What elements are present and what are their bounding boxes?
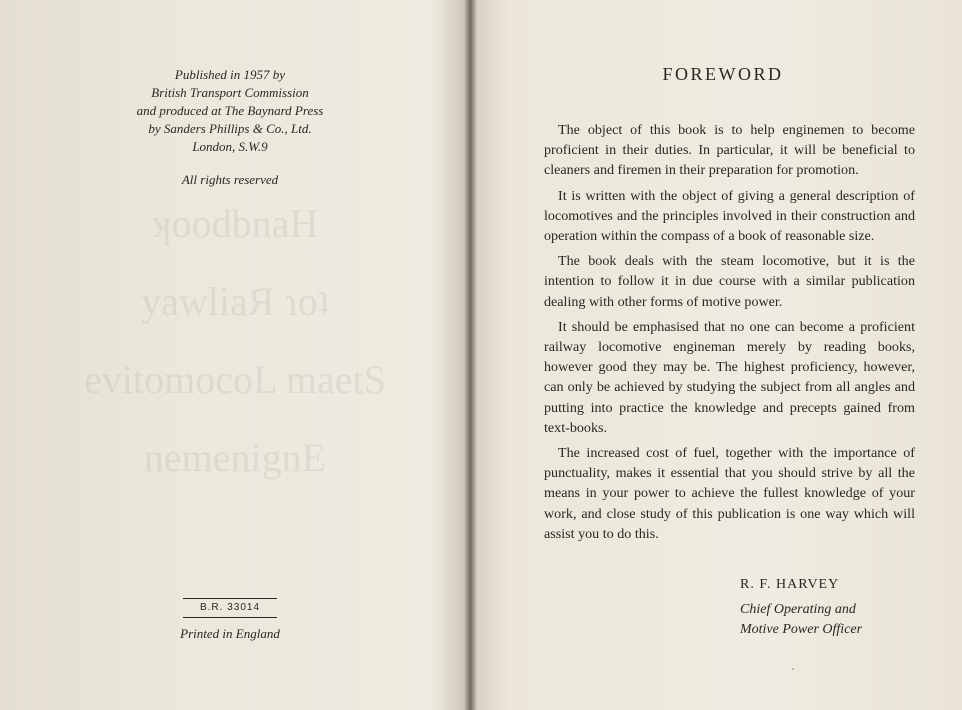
foreword-body xyxy=(544,120,915,549)
paragraph: It should be emphasised that no one can become a proficient railway locomotive engineman merely by reading books, however good they may be. The highest proficiency, however, can only be achieved by studying the subject from all angles and putting into practice the knowledge and precepts gained from text-books. xyxy=(544,318,915,436)
paper-speck xyxy=(792,668,794,670)
paper-speck xyxy=(706,258,708,260)
right-page xyxy=(474,0,962,710)
imprint-line: and produced at The Baynard Press xyxy=(136,103,324,118)
imprint-line: London, S.W.9 xyxy=(192,139,268,154)
signature-block xyxy=(740,577,862,640)
left-page xyxy=(0,0,468,710)
signatory-title: Chief Operating and xyxy=(740,602,856,617)
paragraph: It is written with the object of giving a general description of locomotives and the principles involved in their construction and operation within the compass of a book of reasonable size. xyxy=(544,187,915,245)
paragraph: The increased cost of fuel, together with the importance of punctuality, makes it essential that you should strive by all the means in your power to achieve the fullest knowledge of your work, and close study of this publication is one way which will assist you to do this. xyxy=(544,445,915,542)
page-title: FOREWORD xyxy=(662,64,784,84)
catalogue-number: B.R. 33014 xyxy=(183,598,277,618)
imprint-block xyxy=(85,66,375,156)
rights-notice: All rights reserved xyxy=(181,172,279,187)
imprint-line: by Sanders Phillips & Co., Ltd. xyxy=(148,121,312,136)
paragraph: The object of this book is to help enginemen to become proficient in their duties. In particular, it will be beneficial to cleaners and firemen in their preparation for promotion. xyxy=(544,122,915,179)
printed-in-notice: Printed in England xyxy=(180,626,280,641)
signatory-title: Motive Power Officer xyxy=(740,622,863,637)
signatory-name: R. F. HARVEY xyxy=(740,577,840,592)
paragraph: The book deals with the steam locomotive, but it is the intention to follow it in due course with a similar publication dealing with other forms of motive power. xyxy=(544,253,915,310)
imprint-line: Published in 1957 by xyxy=(174,67,286,82)
imprint-line: British Transport Commission xyxy=(151,85,309,100)
show-through-title: ʞoodbnaH yawliaЯ ɿoʇ evitomocoL maetS nemenignE xyxy=(84,201,386,480)
